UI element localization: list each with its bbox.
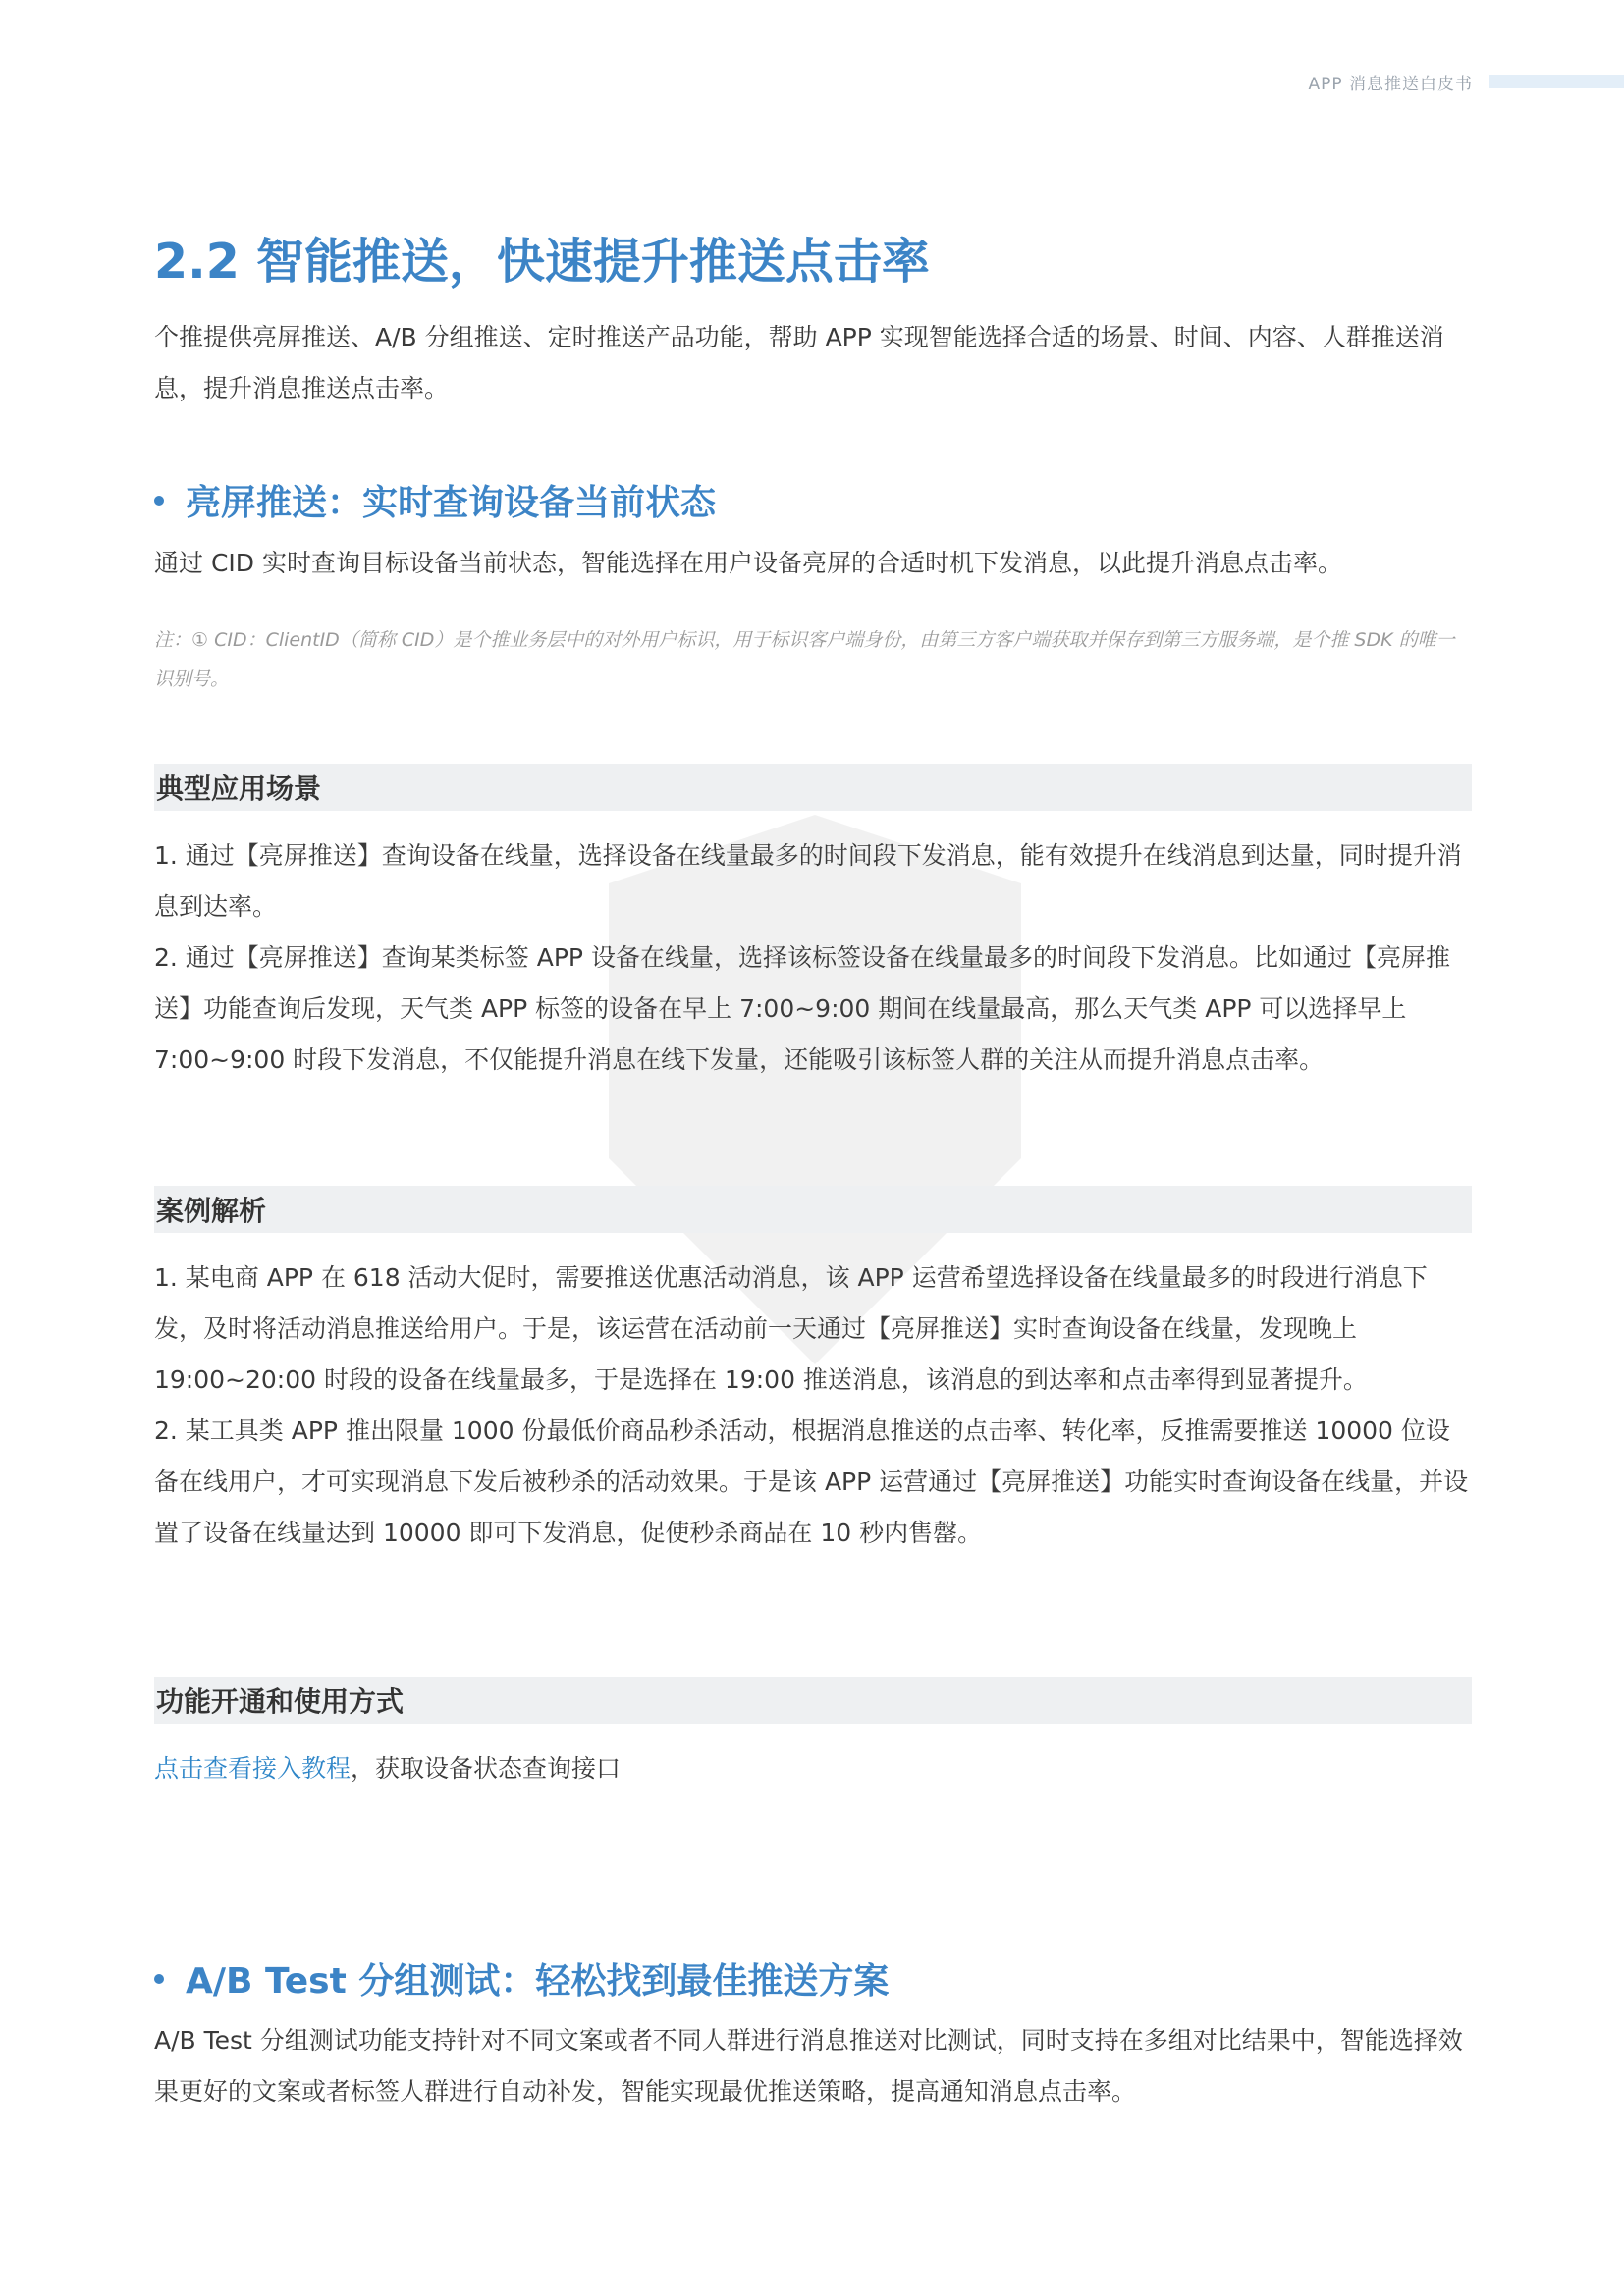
section-title: 2.2 智能推送，快速提升推送点击率 [154, 234, 930, 290]
scenarios-list [154, 830, 1472, 1086]
scenarios-heading: 典型应用场景 [156, 773, 322, 805]
usage-heading: 功能开通和使用方式 [156, 1685, 405, 1718]
bright-screen-desc: 通过 CID 实时查询目标设备当前状态，智能选择在用户设备亮屏的合适时机下发消息，以此提升消息点击率。 [154, 549, 1342, 577]
usage-line [154, 1743, 1472, 1794]
header-accent-bar [1489, 75, 1624, 88]
usage-heading-band [154, 1677, 1472, 1724]
cases-heading: 案例解析 [156, 1195, 267, 1227]
list-item: 2. 通过【亮屏推送】查询某类标签 APP 设备在线量，选择该标签设备在线量最多的时间段下发消息。比如通过【亮屏推送】功能查询后发现，天气类 APP 标签的设备在早上 7:00~9:00 期间在线量最高，那么天气类 APP 可以选择早上 7:00~9:00 时段下发消息，不仅能提升消息在线下发量，还能吸引该标签人群的关注从而提升消息点击率。 [154, 943, 1450, 1074]
header-title: APP 消息推送白皮书 [1308, 74, 1473, 94]
ab-test-desc: A/B Test 分组测试功能支持针对不同文案或者不同人群进行消息推送对比测试，同时支持在多组对比结果中，智能选择效果更好的文案或者标签人群进行自动补发，智能实现最优推送策略，提高通知消息点击率。 [154, 2026, 1463, 2106]
ab-test-title: A/B Test 分组测试：轻松找到最佳推送方案 [186, 1961, 890, 2002]
list-item: 1. 通过【亮屏推送】查询设备在线量，选择设备在线量最多的时间段下发消息，能有效提升在线消息到达量，同时提升消息到达率。 [154, 841, 1462, 921]
cases-heading-band [154, 1186, 1472, 1233]
tutorial-link[interactable]: 点击查看接入教程 [154, 1754, 352, 1783]
running-header [1308, 71, 1624, 92]
cid-note: 注：① CID：ClientID（简称 CID）是个推业务层中的对外用户标识，用于标识客户端身份，由第三方客户端获取并保存到第三方服务端，是个推 SDK 的唯一识别号。 [154, 629, 1455, 690]
section-intro: 个推提供亮屏推送、A/B 分组推送、定时推送产品功能，帮助 APP 实现智能选择合适的场景、时间、内容、人群推送消息，提升消息推送点击率。 [154, 323, 1444, 402]
bright-screen-heading [154, 475, 716, 525]
bullet-dot [154, 1974, 164, 1984]
bright-screen-title: 亮屏推送：实时查询设备当前状态 [186, 483, 717, 523]
usage-text: ，获取设备状态查询接口 [351, 1754, 622, 1783]
list-item: 1. 某电商 APP 在 618 活动大促时，需要推送优惠活动消息，该 APP 运营希望选择设备在线量最多的时段进行消息下发，及时将活动消息推送给用户。于是，该运营在活动前一天通过【亮屏推送】实时查询设备在线量，发现晚上 19:00~20:00 时段的设备在线量最多，于是选择在 19:00 推送消息，该消息的到达率和点击率得到显著提升。 [154, 1263, 1428, 1394]
bullet-dot [154, 496, 164, 506]
cases-list [154, 1253, 1472, 1559]
ab-test-heading [154, 1953, 889, 2003]
scenarios-heading-band [154, 764, 1472, 811]
list-item: 2. 某工具类 APP 推出限量 1000 份最低价商品秒杀活动，根据消息推送的点击率、转化率，反推需要推送 10000 位设备在线用户，才可实现消息下发后被秒杀的活动效果。于是该 APP 运营通过【亮屏推送】功能实时查询设备在线量，并设置了设备在线量达到 10000 即可下发消息，促使秒杀商品在 10 秒内售罄。 [154, 1416, 1469, 1547]
